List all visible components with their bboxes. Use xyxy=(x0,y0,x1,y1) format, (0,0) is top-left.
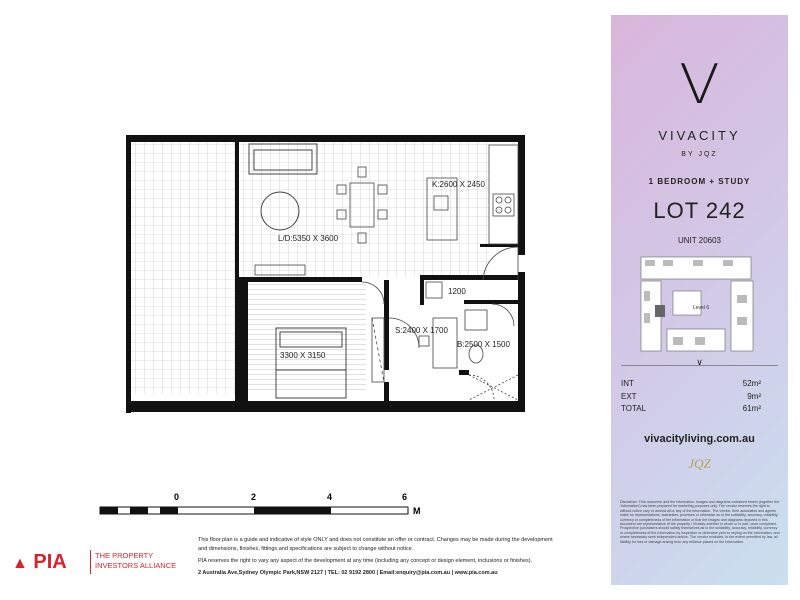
room-label-laundry: 1200 xyxy=(448,287,466,296)
website-link[interactable]: vivacityliving.com.au xyxy=(644,433,755,445)
pia-logo-icon: ▲ xyxy=(12,555,28,572)
unit-number: UNIT 20603 xyxy=(678,236,721,245)
brand-byline: BY JQZ xyxy=(681,151,718,158)
pia-logo-text: PIA xyxy=(33,551,67,573)
footer-note-2: and dimensions, finishes, fittings and specifications are subject to change without notice. xyxy=(198,546,414,552)
footer-address: 2 Australia Ave,Sydney Olympic Park,NSW 2127 | TEL: 02 9192 2800 | Email:enquiry@pia.com.au | www.pia.com.au xyxy=(198,570,498,576)
bedroom-floor xyxy=(248,282,366,394)
scale-tick-6: 6 xyxy=(402,492,408,502)
scale-tick-2: 2 xyxy=(251,492,257,502)
disclaimer-text: Disclaimer: This document and the information, images and diagrams contained herein (together the 'Information') has been prepared for marketing purposes only. The vendor reserves the right to without notice vary or amend all or any of the information. The vendor, their associates and agents make no representations, warranties, promises or otherwise as to the suitability, accuracy, reliability, currency or completeness of the Information or that the images and diagrams depicted in this document are representative of the property / Vivacity whether in whole or in part, once completed. Prospective purchasers should satisfy themselves as to the suitability, accuracy, reliability, currency or completeness of the Information by inspection or otherwise prior to relying on the Information, and where necessary seek independent advice. The vendor excludes, to the extent permitted by law, all liability for loss or damage arising from any reliance placed on the Information. xyxy=(620,500,780,544)
chevron-down-icon: ∨ xyxy=(696,357,703,367)
brand-name: VIVACITY xyxy=(658,128,741,143)
scale-bar xyxy=(100,492,421,516)
room-label-bathroom: B:2500 X 1500 xyxy=(457,340,510,349)
bathroom-fixtures xyxy=(465,310,518,400)
keyplan-level-label: Level 6 xyxy=(693,305,710,311)
living-floor xyxy=(240,142,490,277)
scale-unit: M xyxy=(413,506,421,516)
wardrobe xyxy=(372,318,384,382)
room-label-study: S:2400 X 1700 xyxy=(395,326,448,335)
area-row-ext: EXT 9m² xyxy=(621,392,761,401)
jqz-logo: JQZ xyxy=(688,456,711,471)
pia-logo xyxy=(12,551,67,574)
key-plan xyxy=(633,251,765,359)
footer-note-1: This floor plan is a guide and indicative of style ONLY and does not constitute an offer or contract. Changes may be made during the development xyxy=(198,537,553,543)
laundry xyxy=(426,282,442,298)
room-label-living: L/D:5350 X 3600 xyxy=(278,234,339,243)
logo-divider xyxy=(90,550,91,574)
area-row-int: INT 52m² xyxy=(621,379,761,388)
bedroom-type: 1 BEDROOM + STUDY xyxy=(648,177,751,186)
balcony-floor xyxy=(130,142,235,394)
footer-note-3: PIA reserves the right to vary any aspect of the development at any time (including any concept or design element, inclusions or finishes). xyxy=(198,558,533,564)
lot-number: LOT 242 xyxy=(653,198,746,223)
area-row-total: TOTAL 61m² xyxy=(621,404,761,413)
room-label-kitchen: K:2600 X 2450 xyxy=(432,180,485,189)
info-panel xyxy=(611,15,788,585)
room-label-bedroom: 3300 X 3150 xyxy=(280,351,326,360)
scale-tick-0: 0 xyxy=(174,492,180,502)
pia-tagline: THE PROPERTY INVESTORS ALLIANCE xyxy=(95,551,177,570)
vivacity-logo-mark: V xyxy=(679,53,720,116)
unit-highlight xyxy=(655,305,665,317)
divider xyxy=(621,365,778,366)
scale-tick-4: 4 xyxy=(327,492,333,502)
